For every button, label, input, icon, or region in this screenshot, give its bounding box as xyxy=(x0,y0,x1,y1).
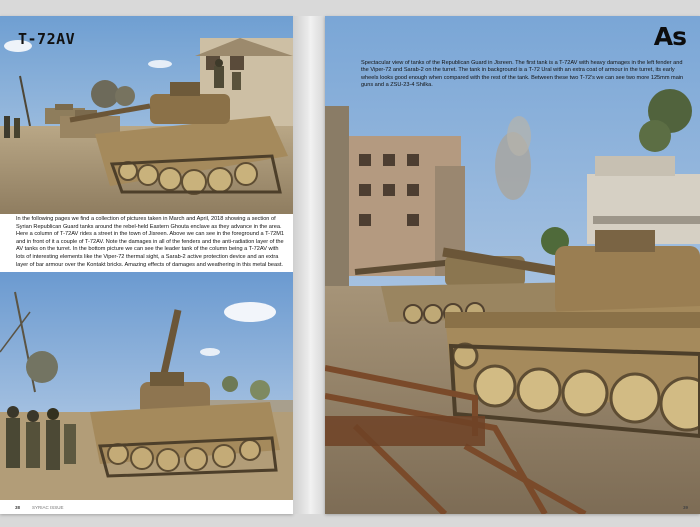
photo-caption: Spectacular view of tanks of the Republican Guard in Jisreen. The first tank is a T-72AV with heavy damages in the left fender and the Viper-72 and Sarab-2 on the turret. The tank in background is a T-72 Ural with an extra coat of armour in the turret, its early wheels looks good enough when compared with the rest of the tank. Between these two T-72's we can see two more 125mm main guns and a ZSU-23-4 Shilka. xyxy=(361,60,684,89)
footer-publication: SYRIAC ISSUE xyxy=(32,505,64,510)
publisher-logo: As xyxy=(653,22,686,51)
page-title: T-72AV xyxy=(18,30,76,48)
left-page xyxy=(0,16,293,514)
body-text: In the following pages we find a collection of pictures taken in March and April, 2018 showing a section of Syrian Republican Guard tanks around the rebel-held Eastern Ghouta enclave as they advance in the area. Here a column of T-72AV rides a street in the town of Jisreen. Above we can see in the foreground a T-72M1 and in front of it a couple of T-72AV. Note the damages in all of the fenders and the anti-radiation layer of the AV tanks on the turret. In the bottom picture we can see the leader tank of the column being a T-72AV with lots of interesting elements like the Viper-72 thermal sight, a Sarab-2 active protection device and an extra layer of bar armour over the Kontakt bricks. Amazing effects of damages and weathering in this metal beast. xyxy=(16,216,285,268)
right-page xyxy=(325,16,700,514)
right-page-number: 39 xyxy=(682,505,688,510)
spine-gutter xyxy=(293,16,325,514)
republican-guard-tanks-photo xyxy=(325,16,700,514)
lead-tank-photo xyxy=(0,272,293,500)
left-page-number: 38 xyxy=(15,505,21,510)
